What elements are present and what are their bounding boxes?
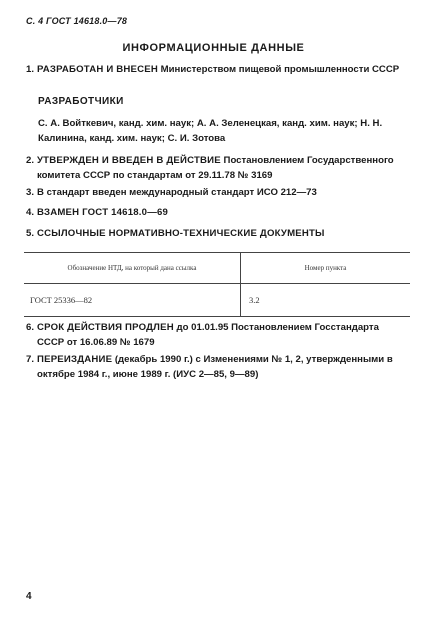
item-number: 7. [26,354,35,365]
item-number: 3. [26,187,35,198]
item-number: 2. [26,155,35,166]
item-4 [26,205,408,220]
item-lead: ПЕРЕИЗДАНИЕ [37,354,113,365]
item-text: (декабрь 1990 г.) с Изменениями № 1, 2, утвержденными в октябре 1984 г., июне 1989 г. (ИУС 2—85, 9—89) [37,354,393,380]
item-lead: СРОК ДЕЙСТВИЯ ПРОДЛЕН [37,322,174,333]
developers-list: С. А. Войткевич, канд. хим. наук; А. А. Зеленецкая, канд. хим. наук; Н. Н. Калинина, канд. хим. наук; С. И. Зотова [38,118,383,144]
column-header-document: Обозначение НТД, на который дана ссылка [24,253,241,284]
item-1 [26,62,408,77]
item-number: 6. [26,322,35,333]
section-title: ИНФОРМАЦИОННЫЕ ДАННЫЕ [122,42,305,54]
reference-document: ГОСТ 25336—82 [24,284,241,317]
item-3 [26,185,408,200]
item-text: Постановлением Государственного комитета СССР по стандартам от 29.11.78 № 3169 [37,155,394,181]
item-number: 4. [26,207,35,218]
item-lead: РАЗРАБОТАН И ВНЕСЕН [37,64,158,75]
item-7 [26,352,408,382]
references-table [24,252,410,317]
table-row [24,284,410,317]
item-lead: УТВЕРЖДЕН И ВВЕДЕН В ДЕЙСТВИЕ [37,155,221,166]
item-number: 1. [26,64,35,75]
column-header-clause: Номер пункта [241,253,411,284]
item-6 [26,320,408,350]
item-5 [26,226,408,241]
item-number: 5. [26,228,35,239]
reference-clause: 3.2 [241,284,411,317]
page-number: 4 [26,591,32,602]
running-header: С. 4 ГОСТ 14618.0—78 [26,16,128,26]
item-text: Министерством пищевой промышленности СССР [160,64,400,75]
developers-heading: РАЗРАБОТЧИКИ [38,96,124,107]
item-2 [26,153,408,183]
item-lead: ССЫЛОЧНЫЕ НОРМАТИВНО-ТЕХНИЧЕСКИЕ ДОКУМЕНТЫ [37,228,325,239]
item-lead: ВЗАМЕН ГОСТ 14618.0—69 [37,207,169,218]
item-text: В стандарт введен международный стандарт ИСО 212—73 [37,187,317,198]
item-text: до 01.01.95 Постановлением Госстандарта СССР от 16.06.89 № 1679 [37,322,379,348]
